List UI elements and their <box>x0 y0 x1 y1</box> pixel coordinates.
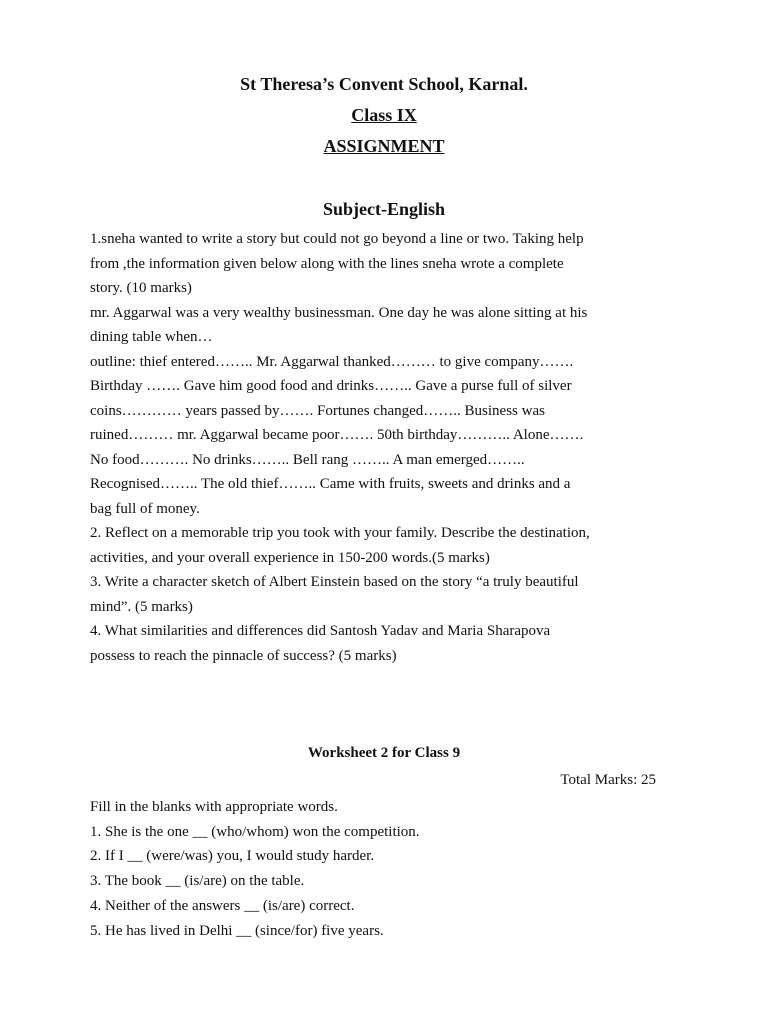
assignment-line: dining table when… <box>90 329 213 345</box>
school-name: St Theresa’s Convent School, Karnal. <box>240 74 528 94</box>
assignment-line: outline: thief entered…….. Mr. Aggarwal thanked……… to give company……. <box>90 353 574 370</box>
worksheet-line: 3. The book __ (is/are) on the table. <box>90 873 305 890</box>
assignment-line: 2. Reflect on a memorable trip you took with your family. Describe the destination, <box>90 525 590 541</box>
worksheet-line: 2. If I __ (were/was) you, I would study harder. <box>90 848 375 865</box>
assignment-line: story. (10 marks) <box>90 280 192 296</box>
assignment-line: No food………. No drinks…….. Bell rang …….. A man emerged…….. <box>90 451 525 468</box>
assignment-line: 1.sneha wanted to write a story but could not go beyond a line or two. Taking help <box>90 231 584 247</box>
assignment-line: 4. What similarities and differences did Santosh Yadav and Maria Sharapova <box>90 623 551 639</box>
assignment-heading: ASSIGNMENT <box>323 136 445 156</box>
subject-heading: Subject-English <box>322 199 446 219</box>
assignment-line: Recognised…….. The old thief…….. Came with fruits, sweets and drinks and a <box>90 476 571 492</box>
assignment-line: ruined……… mr. Aggarwal became poor……. 50th birthday……….. Alone……. <box>90 427 584 443</box>
assignment-line: mr. Aggarwal was a very wealthy businessman. One day he was alone sitting at his <box>90 304 588 321</box>
assignment-line: possess to reach the pinnacle of success? (5 marks) <box>90 647 397 664</box>
assignment-line: 3. Write a character sketch of Albert Einstein based on the story “a truly beautiful <box>90 574 579 590</box>
assignment-line: mind”. (5 marks) <box>90 598 193 615</box>
class-heading: Class IX <box>351 105 417 125</box>
assignment-line: activities, and your overall experience in 150-200 words.(5 marks) <box>90 549 490 566</box>
worksheet-title: Worksheet 2 for Class 9 <box>307 745 461 761</box>
assignment-line: from ,the information given below along with the lines sneha wrote a complete <box>90 255 564 272</box>
worksheet-line: 4. Neither of the answers __ (is/are) correct. <box>90 897 355 914</box>
worksheet-line: 5. He has lived in Delhi __ (since/for) five years. <box>90 922 384 939</box>
worksheet-line: Fill in the blanks with appropriate words. <box>90 799 338 815</box>
assignment-body <box>90 227 690 668</box>
assignment-line: coins………… years passed by……. Fortunes changed…….. Business was <box>90 402 545 419</box>
assignment-line: Birthday ……. Gave him good food and drinks…….. Gave a purse full of silver <box>90 378 572 394</box>
worksheet-line: 1. She is the one __ (who/whom) won the competition. <box>90 823 420 840</box>
assignment-line: bag full of money. <box>90 500 200 517</box>
worksheet-body <box>90 795 690 943</box>
total-marks: Total Marks: 25 <box>560 772 656 788</box>
